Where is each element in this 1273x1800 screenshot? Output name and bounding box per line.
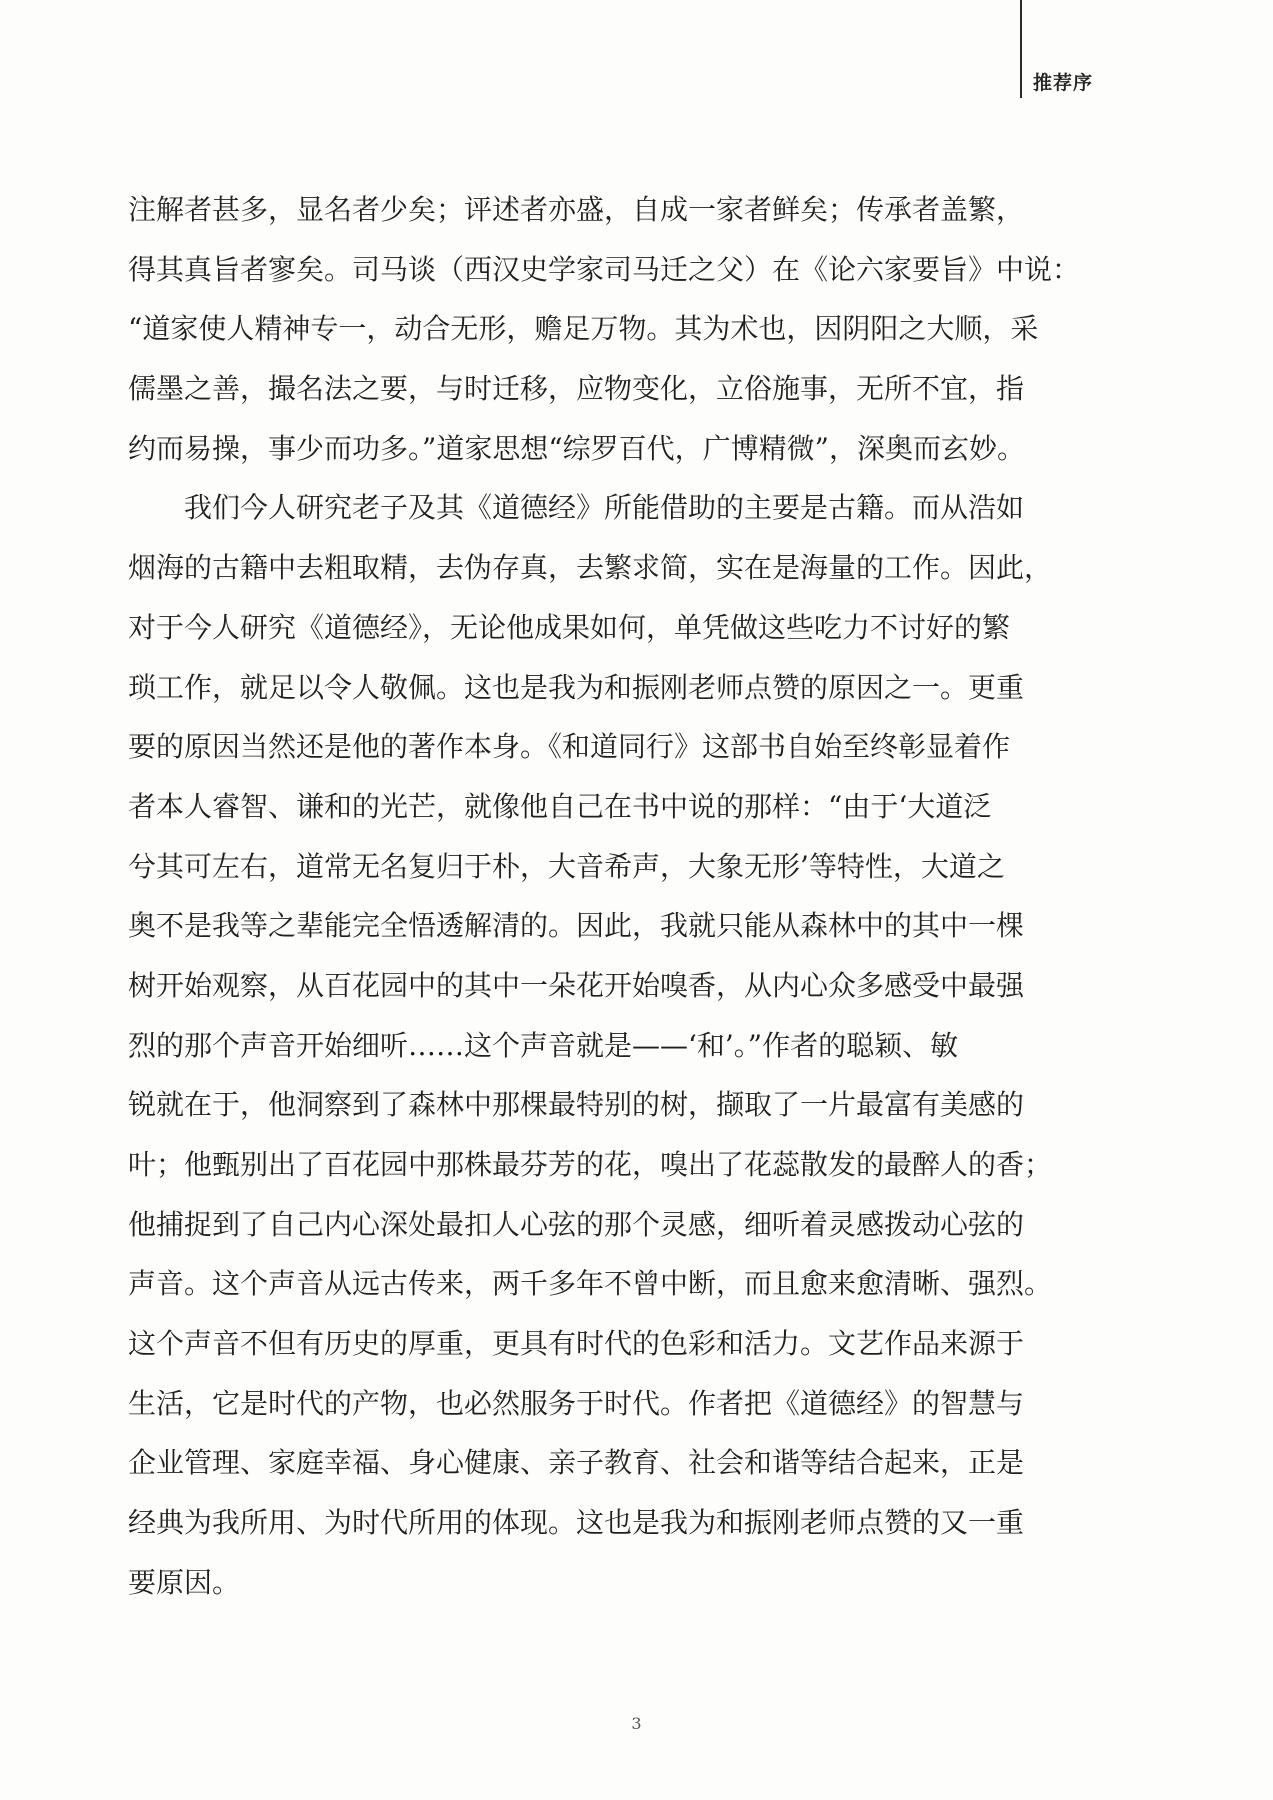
text-line: 儒墨之善，撮名法之要，与时迁移，应物变化，立俗施事，无所不宜，指 [128,372,1025,406]
text-line: 约而易操，事少而功多。”道家思想“综罗百代，广博精微”，深奥而玄妙。 [128,431,1025,465]
text-line: 树开始观察，从百花园中的其中一朵花开始嗅香，从内心众多感受中最强 [128,968,1025,1002]
text-line: 他捕捉到了自己内心深处最扣人心弦的那个灵感，细听着灵感拨动心弦的 [128,1207,1025,1241]
text-line: 奥不是我等之辈能完全悟透解清的。因此，我就只能从森林中的其中一棵 [128,909,1025,943]
text-line: 烈的那个声音开始细听……这个声音就是——‘和’。”作者的聪颖、敏 [128,1028,959,1062]
running-header-section-label: 推荐序 [1033,72,1094,94]
text-line: 叶；他甄别出了百花园中那株最芬芳的花，嗅出了花蕊散发的最醉人的香； [128,1148,1053,1181]
body-text [128,180,1108,1613]
text-line: 经典为我所用、为时代所用的体现。这也是我为和振刚老师点赞的又一重 [128,1506,1025,1540]
text-line: 我们今人研究老子及其《道德经》所能借助的主要是古籍。而从浩如 [184,491,1025,525]
text-line: 对于今人研究《道德经》，无论他成果如何，单凭做这些吃力不讨好的繁 [128,610,1011,644]
text-line: 企业管理、家庭幸福、身心健康、亲子教育、社会和谐等结合起来，正是 [128,1446,1025,1480]
page-number: 3 [631,1714,642,1733]
text-line: 锐就在于，他洞察到了森林中那棵最特别的树，撷取了一片最富有美感的 [128,1088,1025,1122]
header-vertical-rule [1020,0,1022,98]
text-line: 要原因。 [128,1565,241,1599]
text-line: 者本人睿智、谦和的光芒，就像他自己在书中说的那样：“由于‘大道泛 [128,789,992,823]
text-line: “道家使人精神专一，动合无形，赡足万物。其为术也，因阴阳之大顺，采 [128,312,1039,346]
text-line: 注解者甚多，显名者少矣；评述者亦盛，自成一家者鲜矣；传承者盖繁， [128,193,1025,226]
text-line: 得其真旨者寥矣。司马谈（西汉史学家司马迁之父）在《论六家要旨》中说： [128,252,1081,286]
text-line: 生活，它是时代的产物，也必然服务于时代。作者把《道德经》的智慧与 [128,1386,1025,1420]
text-line: 这个声音不但有历史的厚重，更具有时代的色彩和活力。文艺作品来源于 [128,1327,1025,1361]
text-line: 要的原因当然还是他的著作本身。《和道同行》这部书自始至终彰显着作 [128,730,1011,764]
text-line: 琐工作，就足以令人敬佩。这也是我为和振刚老师点赞的原因之一。更重 [128,670,1025,704]
text-line: 烟海的古籍中去粗取精，去伪存真，去繁求简，实在是海量的工作。因此， [128,551,1053,585]
text-line: 声音。这个声音从远古传来，两千多年不曾中断，而且愈来愈清晰、强烈。 [128,1267,1053,1301]
text-line: 兮其可左右，道常无名复归于朴，大音希声，大象无形’等特性，大道之 [128,849,1005,883]
